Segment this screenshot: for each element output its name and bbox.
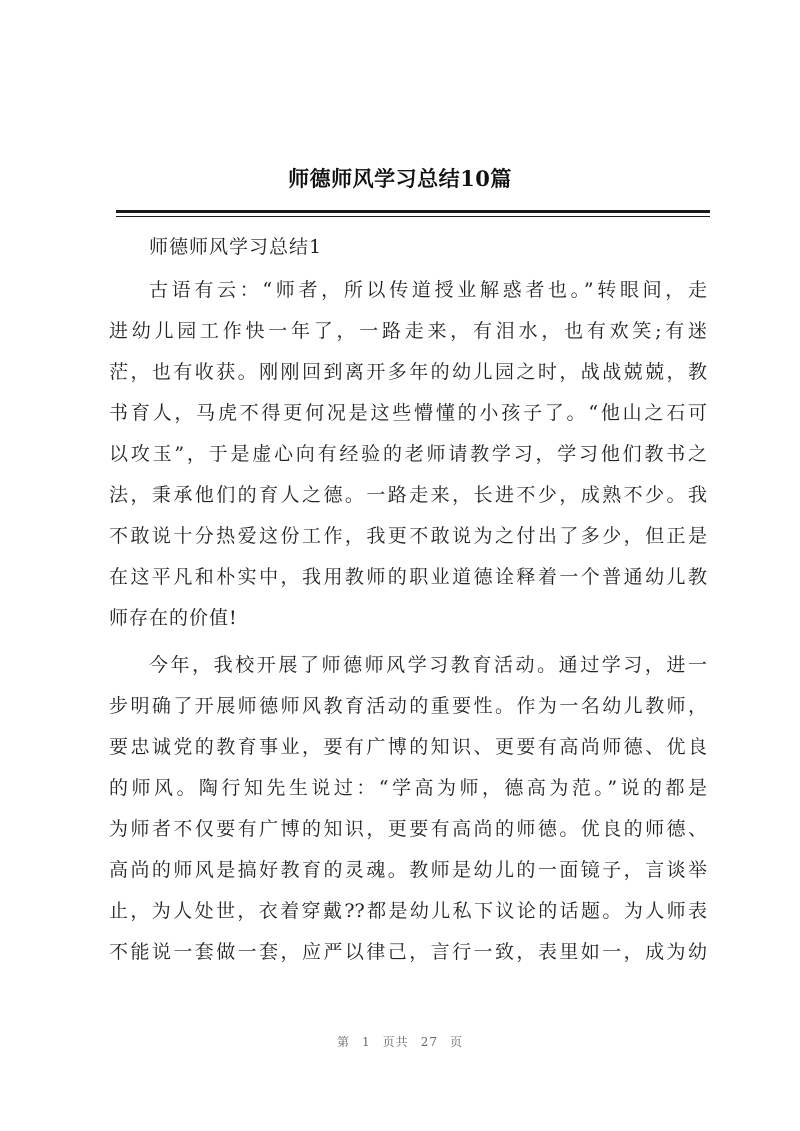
paragraph-line: 高尚的师风是搞好教育的灵魂。教师是幼儿的一面镜子，言谈举	[109, 859, 707, 881]
paragraph-line: 不敢说十分热爱这份工作，我更不敢说为之付出了多少，但正是	[109, 525, 707, 547]
paragraph-line: 要忠诚党的教育事业，要有广博的知识、更要有高尚师德、优良	[109, 736, 707, 758]
paragraph-line: 书育人，马虎不得更何况是这些懵懂的小孩子了。“他山之石可	[109, 402, 707, 424]
title-rule-thin	[116, 216, 710, 217]
paragraph-line: 师存在的价值!	[109, 607, 238, 629]
footer-suffix: 页	[449, 1035, 463, 1049]
paragraph-line: 法，秉承他们的育人之德。一路走来，长进不少，成熟不少。我	[109, 484, 707, 506]
page-footer	[0, 1033, 800, 1050]
paragraph-line: 止，为人处世，衣着穿戴??都是幼儿私下议论的话题。为人师表	[109, 900, 707, 922]
footer-prefix: 第	[337, 1035, 351, 1049]
paragraph-line: 不能说一套做一套，应严以律己，言行一致，表里如一，成为幼	[109, 941, 707, 963]
paragraph-line: 以攻玉”，于是虚心向有经验的老师请教学习，学习他们教书之	[109, 443, 707, 465]
paragraph-line: 进幼儿园工作快一年了，一路走来，有泪水，也有欢笑;有迷	[109, 320, 707, 342]
section-subheading: 师德师风学习总结1	[149, 236, 323, 258]
paragraph-line: 在这平凡和朴实中，我用教师的职业道德诠释着一个普通幼儿教	[109, 566, 707, 588]
title-rule-thick	[116, 210, 710, 213]
paragraph-line: 的师风。陶行知先生说过：“学高为师，德高为范。”说的都是	[109, 777, 707, 799]
current-page-number: 1	[362, 1035, 371, 1049]
paragraph-line: 茫，也有收获。刚刚回到离开多年的幼儿园之时，战战兢兢，教	[109, 361, 707, 383]
document-title: 师德师风学习总结10篇	[288, 166, 512, 191]
paragraph-line: 古语有云：“师者，所以传道授业解惑者也。”转眼间，走	[149, 279, 707, 301]
paragraph-line: 步明确了开展师德师风教育活动的重要性。作为一名幼儿教师，	[109, 695, 707, 717]
total-pages-number: 27	[420, 1035, 438, 1049]
paragraph-line: 为师者不仅要有广博的知识，更要有高尚的师德。优良的师德、	[109, 818, 707, 840]
paragraph-line: 今年，我校开展了师德师风学习教育活动。通过学习，进一	[149, 654, 707, 676]
footer-mid: 页共	[382, 1035, 409, 1049]
